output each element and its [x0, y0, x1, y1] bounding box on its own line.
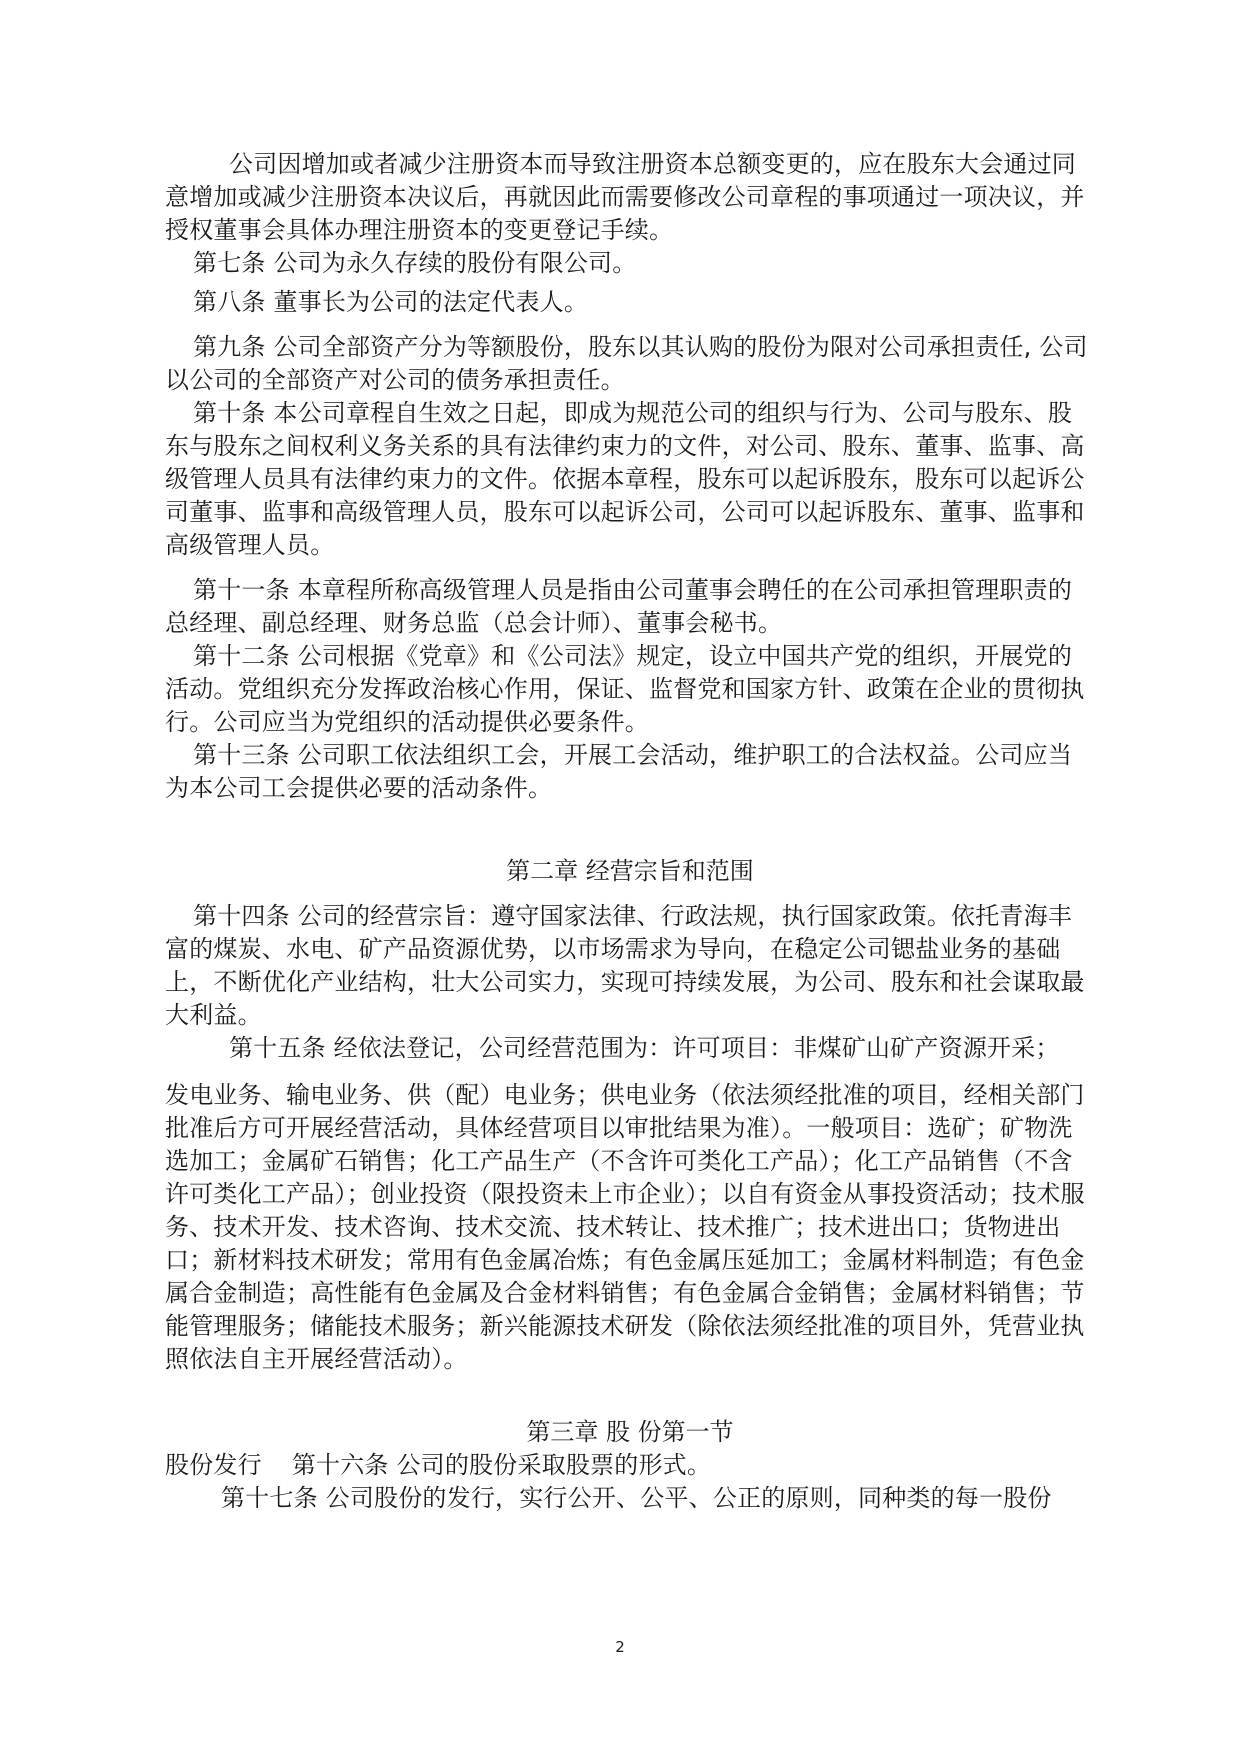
article-11: 第十一条 本章程所称高级管理人员是指由公司董事会聘任的在公司承担管理职责的总经理、副总经理、财务总监（总会计师）、董事会秘书。	[165, 576, 1073, 637]
chapter-3-heading: 第三章 股 份第一节	[526, 1418, 734, 1446]
article-15-head: 第十五条 经依法登记，公司经营范围为：许可项目：非煤矿山矿产资源开采；	[229, 1034, 1060, 1062]
chapter-2-heading: 第二章 经营宗旨和范围	[506, 857, 754, 885]
page-number: 2	[615, 1638, 625, 1656]
article-12: 第十二条 公司根据《党章》和《公司法》规定，设立中国共产党的组织，开展党的活动。党组织充分发挥政治核心作用，保证、监督党和国家方针、政策在企业的贯彻执行。公司应当为党组织的活动提供必要条件。	[165, 642, 1085, 736]
article-10: 第十条 本公司章程自生效之日起，即成为规范公司的组织与行为、公司与股东、股东与股东之间权利义务关系的具有法律约束力的文件，对公司、股东、董事、监事、高级管理人员具有法律约束力的文件。依据本章程，股东可以起诉股东，股东可以起诉公司董事、监事和高级管理人员，股东可以起诉公司，公司可以起诉股东、董事、监事和高级管理人员。	[165, 399, 1085, 559]
article-13: 第十三条 公司职工依法组织工会，开展工会活动，维护职工的合法权益。公司应当为本公司工会提供必要的活动条件。	[165, 741, 1073, 802]
article-17: 第十七条 公司股份的发行，实行公开、公平、公正的原则，同种类的每一股份	[221, 1484, 1052, 1512]
article-16: 第十六条 公司的股份采取股票的形式。	[291, 1451, 712, 1479]
article-8: 第八条 董事长为公司的法定代表人。	[193, 288, 589, 316]
section-1-line	[165, 1449, 1095, 1482]
document-page	[165, 148, 1095, 1515]
article-9: 第九条 公司全部资产分为等额股份，股东以其认购的股份为限对公司承担责任, 公司以公司的全部资产对公司的债务承担责任。	[165, 333, 1088, 394]
article-7: 第七条 公司为永久存续的股份有限公司。	[193, 249, 637, 277]
article-14: 第十四条 公司的经营宗旨：遵守国家法律、行政法规，执行国家政策。依托青海丰富的煤炭、水电、矿产品资源优势，以市场需求为导向，在稳定公司锶盐业务的基础上，不断优化产业结构，壮大公司实力，实现可持续发展，为公司、股东和社会谋取最大利益。	[165, 902, 1085, 1029]
section-1-label: 股份发行	[165, 1451, 262, 1479]
article-15-body: 发电业务、输电业务、供（配）电业务；供电业务（依法须经批准的项目，经相关部门批准后方可开展经营活动，具体经营项目以审批结果为准）。一般项目：选矿；矿物洗选加工；金属矿石销售；化工产品生产（不含许可类化工产品）；化工产品销售（不含许可类化工产品）；创业投资（限投资未上市企业）；以自有资金从事投资活动；技术服务、技术开发、技术咨询、技术交流、技术转让、技术推广；技术进出口；货物进出口；新材料技术研发；常用有色金属冶炼；有色金属压延加工；金属材料制造；有色金属合金制造；高性能有色金属及合金材料销售；有色金属合金销售；金属材料销售；节能管理服务；储能技术服务；新兴能源技术研发（除依法须经批准的项目外，凭营业执照依法自主开展经营活动）。	[165, 1081, 1085, 1373]
paragraph-registered-capital: 公司因增加或者减少注册资本而导致注册资本总额变更的，应在股东大会通过同意增加或减少注册资本决议后，再就因此而需要修改公司章程的事项通过一项决议，并授权董事会具体办理注册资本的变更登记手续。	[165, 150, 1085, 244]
